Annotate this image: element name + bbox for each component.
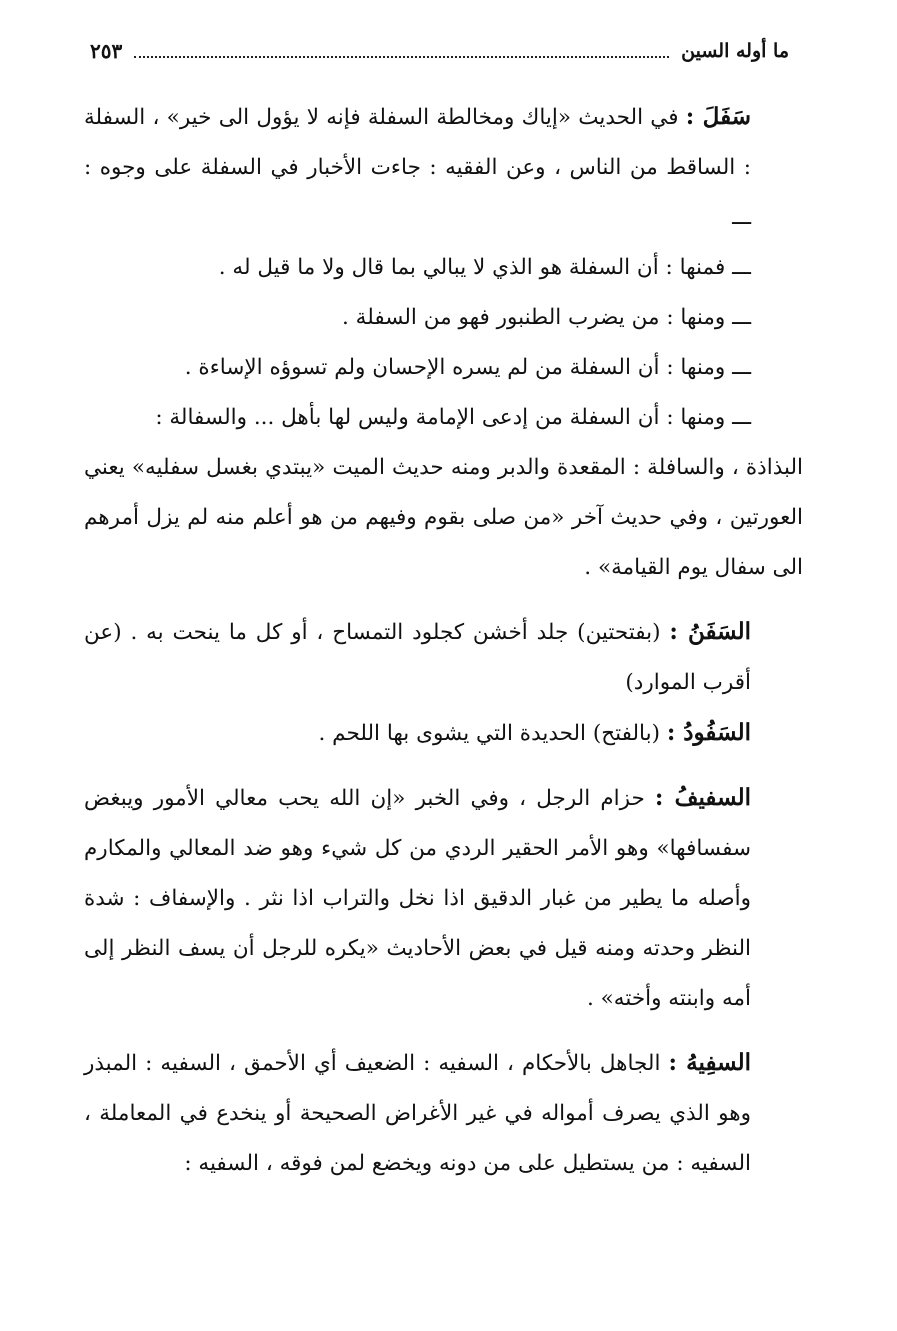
- entry-safif: [84, 773, 803, 1024]
- entry-safih: [84, 1038, 803, 1189]
- entry-saqal-intro: [84, 92, 803, 243]
- entry-text: الجاهل بالأحكام ، السفيه : الضعيف أي الأحمق ، السفيه : المبذر وهو الذي يصرف أمواله في غير الأغراض الصحيحة أو ينخدع في المعاملة ، السفيه : من يستطيل على من دونه ويخضع لمن فوقه ، السفيه :: [84, 1051, 751, 1176]
- entry-text: في الحديث «إياك ومخالطة السفلة فإنه لا يؤول الى خير» ، السفلة : الساقط من الناس ، وعن الفقيه : جاءت الأخبار في السفلة على وجوه : ـــ: [84, 105, 751, 230]
- running-header: [90, 34, 789, 68]
- entry-headword: السفيفُ :: [654, 784, 751, 811]
- entry-saffud: [84, 708, 803, 759]
- entry-text: حزام الرجل ، وفي الخبر «إن الله يحب معالي الأمور ويبغض سفسافها» وهو الأمر الحقير الردي من كل شيء وهو ضد المعالي والمكارم وأصله ما يطير من غبار الدقيق اذا نخل والتراب اذا نثر . والإسفاف : شدة النظر وحدته ومنه قيل في بعض الأحاديث «يكره للرجل أن يسف النظر إلى أمه وابنته وأخته» .: [84, 786, 751, 1011]
- entry-safan: [84, 607, 803, 708]
- page-body: [84, 92, 803, 1189]
- entry-saqal-continuation: البذاذة ، والسافلة : المقعدة والدبر ومنه حديث الميت «يبتدي بغسل سفليه» يعني العورتين ، وفي حديث آخر «من صلى بقوم وفيهم من هو أعلم منه لم يزل أمرهم الى سفال يوم القيامة» .: [84, 455, 803, 580]
- entry-headword: السَفُودُ :: [666, 719, 751, 746]
- page-number: ٢٥٣: [90, 39, 123, 63]
- entry-saqal-item-2: ـــ ومنها : من يضرب الطنبور فهو من السفلة .: [342, 305, 751, 330]
- chapter-title: ما أوله السين: [681, 40, 789, 62]
- entry-saqal-item-3: ـــ ومنها : أن السفلة من لم يسره الإحسان ولم تسوؤه الإساءة .: [184, 355, 751, 380]
- entry-headword: السفِيهُ :: [668, 1049, 751, 1076]
- entry-headword: سَفَلَ :: [685, 103, 751, 130]
- entry-headword: السَفَنُ :: [669, 618, 751, 645]
- entry-saqal-item-1: ـــ فمنها : أن السفلة هو الذي لا يبالي بما قال ولا ما قيل له .: [218, 255, 751, 280]
- entry-text: (بالفتح) الحديدة التي يشوى بها اللحم .: [318, 721, 667, 746]
- dotted-leader: [134, 44, 669, 58]
- entry-text: (بفتحتين) جلد أخشن كجلود التمساح ، أو كل ما ينحت به . (عن أقرب الموارد): [84, 620, 751, 695]
- entry-saqal-item-4: ـــ ومنها : أن السفلة من إدعى الإمامة وليس لها بأهل ... والسفالة :: [155, 405, 751, 430]
